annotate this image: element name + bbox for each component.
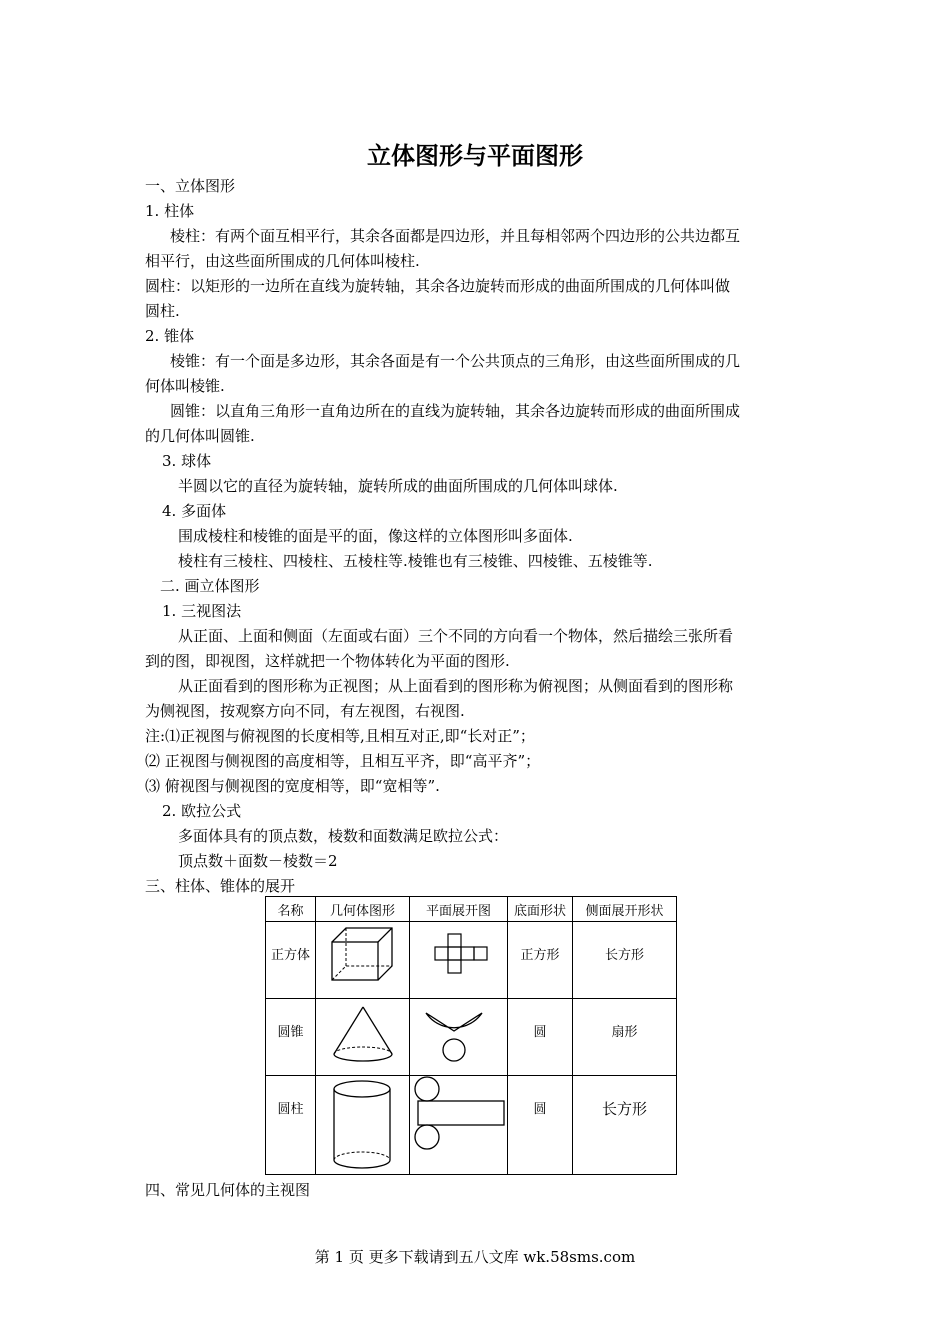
paragraph-line: 何体叫棱锥. (145, 377, 225, 395)
base-shape: 圆 (533, 1025, 547, 1040)
subsection-heading: 1. 三视图法 (162, 602, 242, 620)
subsection-heading: 2. 欧拉公式 (162, 802, 242, 820)
paragraph-line: 围成棱柱和棱锥的面是平的面，像这样的立体图形叫多面体. (178, 527, 573, 545)
paragraph-line: 棱柱有三棱柱、四棱柱、五棱柱等.棱锥也有三棱锥、四棱锥、五棱锥等. (178, 552, 653, 570)
table-cell (266, 999, 316, 1076)
paragraph-line: 到的图，即视图，这样就把一个物体转化为平面的图形. (145, 652, 510, 670)
base-shape: 正方形 (520, 948, 560, 963)
table-header: 名称 (266, 897, 316, 922)
table-header: 几何体图形 (316, 897, 410, 922)
table-cell (316, 922, 410, 999)
table-cell (573, 1076, 677, 1175)
cube-net-figure (410, 922, 507, 998)
subsection-heading: 3. 球体 (162, 452, 212, 470)
paragraph-line: 相平行，由这些面所围成的几何体叫棱柱. (145, 252, 420, 270)
cube-figure (316, 922, 409, 998)
table-cell (316, 1076, 410, 1175)
note-line: 注:⑴正视图与俯视图的长度相等,且相互对正,即“长对正”； (145, 727, 535, 745)
paragraph-line: 为侧视图，按观察方向不同，有左视图，右视图. (145, 702, 465, 720)
paragraph-line: 的几何体叫圆锥. (145, 427, 255, 445)
cone-figure (316, 999, 409, 1075)
table-cell (508, 922, 573, 999)
table-cell (410, 922, 508, 999)
note-line: ⑶ 俯视图与侧视图的宽度相等，即“宽相等”. (145, 777, 440, 795)
paragraph-line: 半圆以它的直径为旋转轴，旋转所成的曲面所围成的几何体叫球体. (178, 477, 618, 495)
subsection-heading: 4. 多面体 (162, 502, 227, 520)
table-row (266, 1076, 677, 1175)
side-shape: 长方形 (604, 948, 644, 963)
table-cell (573, 999, 677, 1076)
paragraph-line: 从正面看到的图形称为正视图；从上面看到的图形称为俯视图；从侧面看到的图形称 (178, 677, 734, 695)
side-shape: 扇形 (611, 1025, 638, 1040)
formula-line: 顶点数＋面数－棱数＝2 (178, 852, 338, 870)
paragraph-line: 多面体具有的顶点数，棱数和面数满足欧拉公式： (178, 827, 509, 845)
paragraph-line: 圆柱. (145, 302, 180, 320)
table-header: 平面展开图 (410, 897, 508, 922)
subsection-heading: 1. 柱体 (145, 202, 195, 220)
section-heading: 三、柱体、锥体的展开 (145, 877, 296, 895)
paragraph-line: 圆柱：以矩形的一边所在直线为旋转轴，其余各边旋转而形成的曲面所围成的几何体叫做 (145, 277, 731, 295)
paragraph-line: 从正面、上面和侧面（左面或右面）三个不同的方向看一个物体，然后描绘三张所看 (178, 627, 734, 645)
geometry-table (265, 896, 677, 1175)
section-heading: 四、常见几何体的主视图 (145, 1181, 311, 1199)
shape-name: 圆锥 (277, 1025, 304, 1040)
base-shape: 圆 (533, 1102, 547, 1117)
table-header: 底面形状 (508, 897, 573, 922)
table-row (266, 999, 677, 1076)
paragraph-line: 棱锥：有一个面是多边形，其余各面是有一个公共顶点的三角形，由这些面所围成的几 (170, 352, 741, 370)
table-cell (410, 999, 508, 1076)
cone-net-figure (410, 999, 507, 1075)
table-cell (266, 1076, 316, 1175)
side-shape: 长方形 (601, 1100, 647, 1118)
section-heading: 二. 画立体图形 (160, 577, 260, 595)
section-heading: 一、立体图形 (145, 177, 236, 195)
table-cell (410, 1076, 508, 1175)
paragraph-line: 棱柱：有两个面互相平行，其余各面都是四边形，并且每相邻两个四边形的公共边都互 (170, 227, 741, 245)
table-cell (508, 1076, 573, 1175)
shape-name: 圆柱 (277, 1102, 304, 1117)
table-header: 侧面展开形状 (573, 897, 677, 922)
table-row (266, 922, 677, 999)
page-title: 立体图形与平面图形 (367, 142, 583, 170)
table-cell (316, 999, 410, 1076)
subsection-heading: 2. 锥体 (145, 327, 195, 345)
shape-name: 正方体 (270, 948, 310, 963)
paragraph-line: 圆锥：以直角三角形一直角边所在的直线为旋转轴，其余各边旋转而形成的曲面所围成 (170, 402, 741, 420)
cylinder-figure (316, 1076, 409, 1174)
table-cell (266, 922, 316, 999)
table-cell (508, 999, 573, 1076)
page-footer: 第 1 页 更多下载请到五八文库 wk.58sms.com (314, 1248, 636, 1266)
table-cell (573, 922, 677, 999)
note-line: ⑵ 正视图与侧视图的高度相等，且相互平齐，即“高平齐”； (145, 752, 541, 770)
table-header-row (266, 897, 677, 922)
cylinder-net-figure (410, 1076, 507, 1174)
